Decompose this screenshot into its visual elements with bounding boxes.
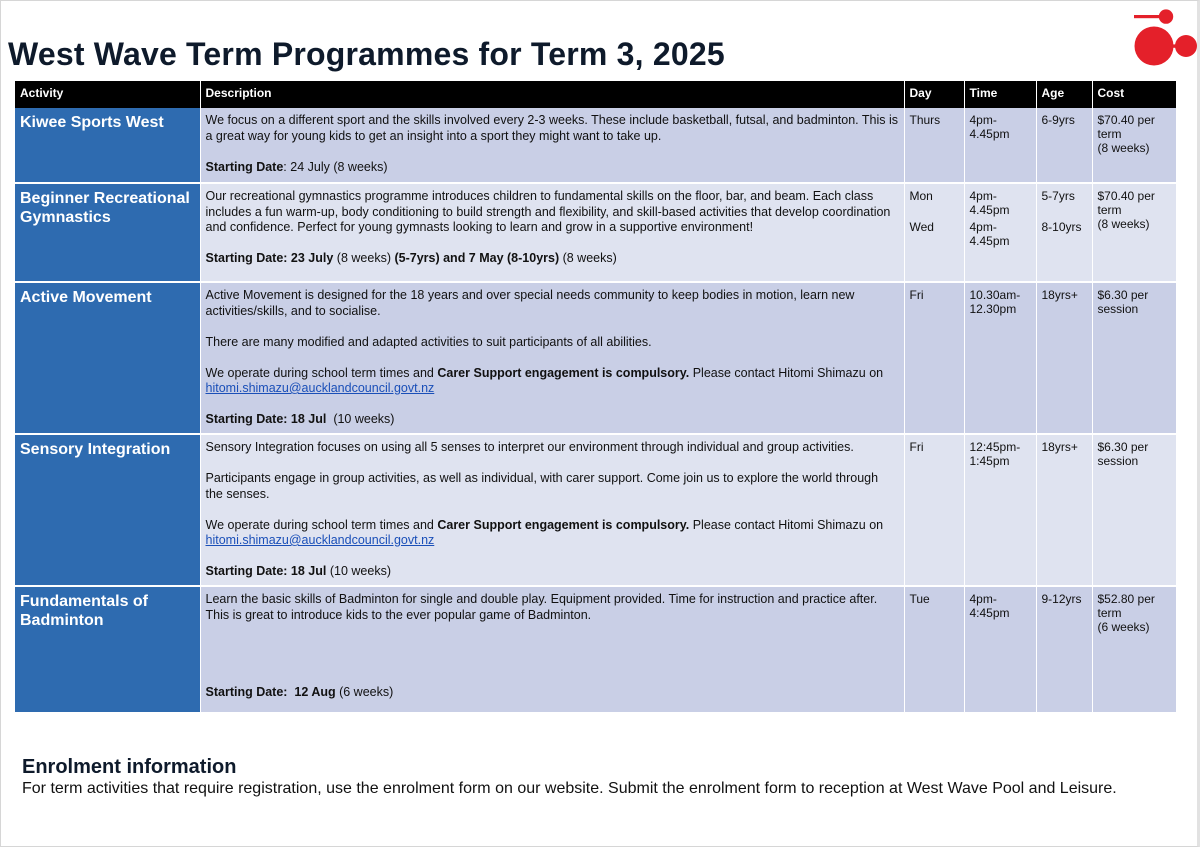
starting-date-label: Starting Date bbox=[205, 685, 284, 699]
starting-date bbox=[206, 251, 899, 267]
header-activity: Activity bbox=[15, 81, 200, 108]
description-text: Participants engage in group activities, as well as individual, with carer support. Come join us to explore the world through the senses. bbox=[205, 471, 879, 501]
description-fragment: Please contact Hitomi Shimazu on bbox=[689, 517, 884, 532]
starting-date bbox=[206, 412, 899, 428]
activity-name: Kiwee Sports West bbox=[15, 108, 200, 183]
description-text: There are many modified and adapted activities to suit participants of all abilities. bbox=[205, 334, 652, 349]
starting-date-duration: (10 weeks) bbox=[326, 564, 391, 578]
programmes-table bbox=[15, 81, 1177, 714]
header-day: Day bbox=[904, 81, 964, 108]
time-cell bbox=[964, 183, 1036, 282]
cost-value: $70.40 per term bbox=[1097, 113, 1155, 141]
table-row bbox=[15, 108, 1176, 183]
description-text: Learn the basic skills of Badminton for single and double play. Equipment provided. Time for instruction and practice after. This is great to introduce kids to the ever popular game of Badminton. bbox=[205, 592, 878, 622]
time-cell: 4pm-4:45pm bbox=[964, 586, 1036, 713]
description-cell bbox=[200, 586, 904, 713]
starting-date-duration: (6 weeks) bbox=[335, 685, 394, 699]
time-cell: 4pm-4.45pm bbox=[964, 108, 1036, 183]
starting-date-label: Starting Date: 18 Jul bbox=[205, 412, 327, 426]
table-header-row bbox=[15, 81, 1176, 108]
age-cell bbox=[1036, 183, 1092, 282]
header-time: Time bbox=[964, 81, 1036, 108]
description-cell bbox=[200, 108, 904, 183]
description-text bbox=[206, 366, 899, 397]
day-value: Mon bbox=[909, 189, 933, 203]
description-cell bbox=[200, 183, 904, 282]
table-row bbox=[15, 586, 1176, 713]
cost-value: $70.40 per term bbox=[1097, 189, 1155, 217]
starting-date-value: : 24 July bbox=[283, 159, 330, 174]
cost-note: (6 weeks) bbox=[1097, 620, 1150, 634]
age-value: 8-10yrs bbox=[1041, 220, 1082, 234]
table-row bbox=[15, 434, 1176, 586]
cost-note: (8 weeks) bbox=[1097, 217, 1150, 231]
age-cell: 6-9yrs bbox=[1036, 108, 1092, 183]
starting-date-label: Starting Date: 18 Jul bbox=[205, 564, 327, 578]
cost-cell bbox=[1092, 586, 1176, 713]
cost-cell: $6.30 per session bbox=[1092, 282, 1176, 434]
day-value: Wed bbox=[909, 220, 934, 234]
time-cell: 10.30am-12.30pm bbox=[964, 282, 1036, 434]
day-cell: Thurs bbox=[904, 108, 964, 183]
contact-email-link[interactable]: hitomi.shimazu@aucklandcouncil.govt.nz bbox=[205, 381, 435, 395]
description-fragment: We operate during school term times and bbox=[205, 517, 438, 532]
starting-date-duration: (8 weeks) bbox=[333, 251, 395, 265]
description-text: Active Movement is designed for the 18 years and over special needs community to keep bodies in motion, learn new activities/skills, and to socialise. bbox=[205, 288, 855, 318]
day-cell bbox=[904, 183, 964, 282]
time-value: 4pm-4.45pm bbox=[969, 220, 1010, 248]
starting-date bbox=[206, 564, 899, 580]
day-cell: Fri bbox=[904, 434, 964, 586]
page-title: West Wave Term Programmes for Term 3, 2025 bbox=[8, 36, 725, 72]
time-cell: 12:45pm-1:45pm bbox=[964, 434, 1036, 586]
activity-name: Fundamentals of Badminton bbox=[15, 586, 200, 713]
contact-email-link[interactable]: hitomi.shimazu@aucklandcouncil.govt.nz bbox=[205, 533, 435, 547]
starting-date bbox=[206, 160, 899, 176]
description-cell bbox=[200, 434, 904, 586]
starting-date-value: : 12 Aug bbox=[283, 685, 336, 699]
cost-note: (8 weeks) bbox=[1097, 141, 1150, 155]
table-row bbox=[15, 183, 1176, 282]
cost-cell bbox=[1092, 108, 1176, 183]
starting-date-label: Starting Date: 23 July bbox=[205, 251, 334, 265]
table-row bbox=[15, 282, 1176, 434]
enrolment-text: For term activities that require registration, use the enrolment form on our website. Submit the enrolment form to reception at West Wave Pool and Leisure. bbox=[22, 780, 1117, 797]
cost-cell bbox=[1092, 183, 1176, 282]
description-fragment: We operate during school term times and bbox=[205, 365, 438, 380]
starting-date-ages: (5-7yrs) and 7 May (8-10yrs) bbox=[394, 251, 560, 265]
description-text: Our recreational gymnastics programme introduces children to fundamental skills on the floor, bar, and beam. Each class includes a fun warm-up, body conditioning to build strength and flexibility, and skill-based activities that develop coordination and confidence. Perfect for young gymnasts looking to learn and grow in a supportive environment! bbox=[205, 189, 891, 234]
description-fragment: Please contact Hitomi Shimazu on bbox=[689, 365, 884, 380]
day-cell: Fri bbox=[904, 282, 964, 434]
starting-date-duration: (10 weeks) bbox=[326, 412, 395, 426]
carer-support-notice: Carer Support engagement is compulsory. bbox=[437, 517, 690, 532]
header-description: Description bbox=[200, 81, 904, 108]
age-cell: 18yrs+ bbox=[1036, 282, 1092, 434]
header-cost: Cost bbox=[1092, 81, 1176, 108]
cost-value: $52.80 per term bbox=[1097, 592, 1155, 620]
activity-name: Beginner Recreational Gymnastics bbox=[15, 183, 200, 282]
description-text: We focus on a different sport and the skills involved every 2-3 weeks. These include basketball, futsal, and badminton. This is a great way for young kids to get an insight into a sport they might want to take up. bbox=[205, 113, 899, 143]
day-cell: Tue bbox=[904, 586, 964, 713]
age-cell: 18yrs+ bbox=[1036, 434, 1092, 586]
starting-date-duration: (8 weeks) bbox=[559, 251, 617, 265]
enrolment-heading: Enrolment information bbox=[22, 756, 237, 778]
activity-name: Active Movement bbox=[15, 282, 200, 434]
time-value: 4pm-4.45pm bbox=[969, 189, 1010, 217]
cost-cell: $6.30 per session bbox=[1092, 434, 1176, 586]
age-value: 5-7yrs bbox=[1041, 189, 1075, 203]
activity-name: Sensory Integration bbox=[15, 434, 200, 586]
description-text bbox=[206, 518, 899, 549]
age-cell: 9-12yrs bbox=[1036, 586, 1092, 713]
starting-date-label: Starting Date bbox=[205, 159, 284, 174]
red-dots-logo-icon bbox=[1128, 8, 1198, 70]
carer-support-notice: Carer Support engagement is compulsory. bbox=[437, 365, 690, 380]
description-cell bbox=[200, 282, 904, 434]
header-age: Age bbox=[1036, 81, 1092, 108]
description-text: Sensory Integration focuses on using all 5 senses to interpret our environment through individual and group activities. bbox=[205, 440, 854, 454]
starting-date-duration: (8 weeks) bbox=[329, 159, 388, 174]
starting-date bbox=[206, 685, 899, 701]
